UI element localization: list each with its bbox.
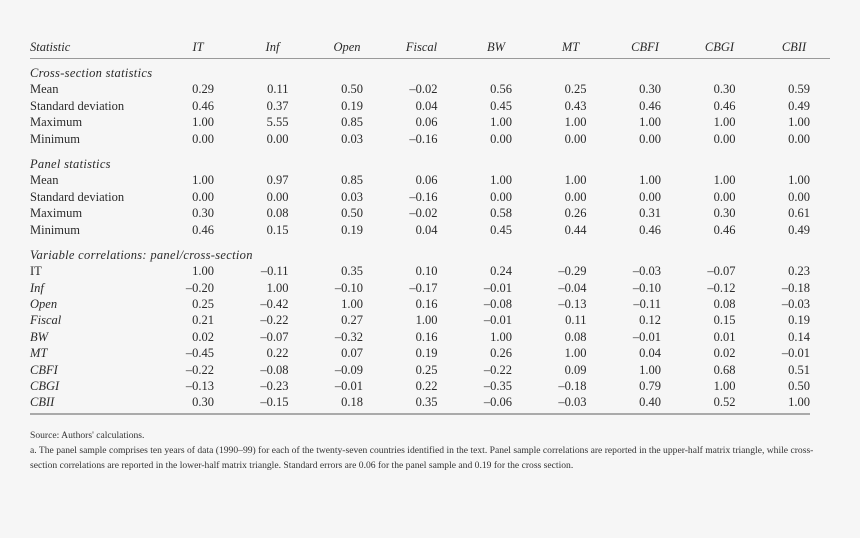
cell-value: –0.16 (409, 189, 438, 204)
header-col (587, 38, 662, 58)
cell-value: 1.00 (639, 115, 661, 130)
cell-value: 0.18 (341, 395, 363, 410)
cell-value: –0.01 (483, 280, 512, 295)
table-row (30, 312, 830, 328)
cell-value: 0.58 (490, 206, 512, 221)
cell-value: –0.18 (558, 379, 587, 394)
cell-value: –0.17 (409, 280, 438, 295)
table-row (30, 131, 830, 147)
cell-value: –0.42 (260, 297, 289, 312)
row-label: IT (30, 264, 42, 279)
row-label: Mean (30, 82, 59, 97)
cell-value: 5.55 (266, 115, 289, 130)
row-label: Mean (30, 173, 59, 188)
row-label: Inf (30, 280, 44, 295)
cell-value: 0.06 (415, 115, 438, 130)
table-row (30, 362, 830, 378)
table-row (30, 205, 830, 221)
cell-value: –0.13 (558, 297, 587, 312)
cell-value: 0.11 (565, 313, 587, 328)
cell-value: –0.20 (185, 280, 214, 295)
row-label: Minimum (30, 131, 81, 146)
table-row (30, 394, 830, 410)
cell-value: 0.46 (192, 222, 214, 237)
cell-value: 0.01 (713, 329, 736, 344)
cell-value: –0.09 (334, 362, 363, 377)
cell-value: –0.07 (260, 329, 289, 344)
table-row (30, 263, 830, 279)
header-col (363, 38, 438, 58)
table-row (30, 296, 830, 312)
cell-value: 0.25 (415, 362, 438, 377)
cell-value: 0.50 (788, 379, 810, 394)
cell-value: –0.07 (707, 264, 736, 279)
header-col-label: CBGI (704, 40, 735, 54)
cell-value: –0.10 (632, 280, 661, 295)
cell-value: 0.85 (341, 115, 363, 130)
cell-value: 0.49 (788, 222, 810, 237)
section-spacer (30, 238, 830, 247)
cell-value: 0.85 (341, 173, 363, 188)
cell-value: 0.46 (639, 98, 661, 113)
cell-value: 0.19 (415, 346, 438, 361)
row-label: MT (30, 346, 48, 361)
table-bottom-rule (30, 413, 810, 415)
cell-value: 0.03 (341, 131, 363, 146)
cell-value: 0.15 (266, 222, 289, 237)
header-col (214, 38, 289, 58)
cell-value: –0.11 (633, 297, 661, 312)
footnote-a: a. The panel sample comprises ten years of data (1990–99) for each of the twenty-seven countries identified in the text. Panel sample correlations are reported in the upper-half matrix triangle, while cross-section correlations are reported in the lower-half matrix triangle. Standard errors are 0.06 for the panel sample and 0.19 for the cross section. (30, 445, 814, 471)
cell-value: 1.00 (266, 280, 289, 295)
source-note: Source: Authors' calculations. (30, 430, 145, 441)
cell-value: 0.35 (341, 264, 363, 279)
header-col (289, 38, 364, 58)
cell-value: 0.45 (490, 98, 512, 113)
cell-value: 0.29 (192, 82, 214, 97)
cell-value: –0.01 (632, 329, 661, 344)
cell-value: 0.11 (267, 82, 289, 97)
cell-value: 0.43 (564, 98, 587, 113)
cell-value: 0.15 (713, 313, 736, 328)
row-label: BW (30, 329, 49, 344)
header-col-label: Open (333, 40, 361, 54)
cell-value: 0.26 (564, 206, 587, 221)
header-col (661, 38, 736, 58)
cell-value: –0.03 (781, 297, 810, 312)
cell-value: 1.00 (341, 297, 363, 312)
cell-value: 0.14 (788, 329, 810, 344)
header-col (736, 38, 811, 58)
cell-value: 0.30 (713, 206, 736, 221)
table-row (30, 280, 830, 296)
cell-value: 0.08 (713, 297, 736, 312)
header-col-label: BW (486, 40, 506, 54)
cell-value: 1.00 (713, 115, 736, 130)
section-title: Panel statistics (30, 156, 111, 171)
cell-value: 0.10 (415, 264, 438, 279)
statistics-table (30, 38, 830, 415)
row-label: Open (30, 297, 58, 312)
cell-value: –0.08 (260, 362, 289, 377)
cell-value: 0.00 (266, 189, 289, 204)
cell-value: 0.21 (192, 313, 214, 328)
cell-value: –0.13 (185, 379, 214, 394)
cell-value: 0.00 (713, 189, 736, 204)
cell-value: 0.56 (490, 82, 512, 97)
cell-value: –0.35 (483, 379, 512, 394)
cell-value: 0.30 (713, 82, 736, 97)
header-col (512, 38, 587, 58)
cell-value: 0.00 (639, 131, 661, 146)
cell-value: 0.30 (192, 206, 214, 221)
cell-value: –0.01 (483, 313, 512, 328)
cell-value: 1.00 (713, 379, 736, 394)
row-label: CBGI (30, 379, 60, 394)
table-row (30, 345, 830, 361)
table-row (30, 172, 830, 188)
row-label: Standard deviation (30, 189, 125, 204)
cell-value: 0.00 (266, 131, 289, 146)
header-col-label: IT (192, 40, 204, 54)
cell-value: 1.00 (564, 346, 587, 361)
cell-value: 0.23 (788, 264, 810, 279)
cell-value: 0.51 (788, 362, 810, 377)
cell-value: 0.04 (639, 346, 661, 361)
row-label: Minimum (30, 222, 81, 237)
section-title: Variable correlations: panel/cross-section (30, 247, 253, 262)
row-label: Maximum (30, 115, 83, 130)
cell-value: 0.97 (266, 173, 289, 188)
header-col (140, 38, 215, 58)
cell-value: 0.26 (490, 346, 512, 361)
row-label: CBFI (30, 362, 58, 377)
cell-value: –0.18 (781, 280, 810, 295)
cell-value: –0.02 (409, 82, 438, 97)
section-title: Cross-section statistics (30, 66, 153, 80)
cell-value: 0.07 (341, 346, 363, 361)
header-col-label: CBFI (631, 40, 659, 54)
cell-value: –0.03 (558, 395, 587, 410)
cell-value: –0.15 (260, 395, 289, 410)
cell-value: 0.50 (341, 82, 363, 97)
cell-value: 1.00 (788, 395, 810, 410)
cell-value: 0.00 (788, 189, 810, 204)
cell-value: 0.03 (341, 189, 363, 204)
cell-value: –0.03 (632, 264, 661, 279)
cell-value: –0.02 (409, 206, 438, 221)
header-col (438, 38, 513, 58)
cell-value: 0.79 (639, 379, 661, 394)
table-row (30, 81, 830, 97)
cell-value: 0.08 (564, 329, 587, 344)
header-col-label: CBII (781, 40, 807, 54)
cell-value: 0.08 (266, 206, 289, 221)
row-label: CBII (30, 395, 55, 410)
cell-value: –0.22 (260, 313, 289, 328)
cell-value: 0.24 (490, 264, 512, 279)
cell-value: 0.40 (639, 395, 661, 410)
table-row (30, 114, 830, 130)
cell-value: 0.30 (192, 395, 214, 410)
cell-value: 0.00 (192, 131, 214, 146)
cell-value: 0.37 (266, 98, 289, 113)
cell-value: 0.61 (788, 206, 810, 221)
cell-value: 1.00 (564, 173, 587, 188)
cell-value: 1.00 (490, 329, 512, 344)
cell-value: 0.19 (788, 313, 810, 328)
cell-value: 0.25 (564, 82, 587, 97)
table-row (30, 189, 830, 205)
cell-value: 0.46 (713, 222, 736, 237)
table-row (30, 378, 830, 394)
table-header-row (30, 38, 830, 59)
section-spacer (30, 147, 830, 156)
cell-value: 0.16 (415, 297, 438, 312)
cell-value: 0.59 (788, 82, 810, 97)
cell-value: 0.04 (415, 222, 438, 237)
cell-value: 1.00 (788, 115, 810, 130)
cell-value: 0.22 (415, 379, 438, 394)
cell-value: –0.10 (334, 280, 363, 295)
cell-value: –0.22 (185, 362, 214, 377)
cell-value: –0.45 (185, 346, 214, 361)
cell-value: 0.45 (490, 222, 512, 237)
cell-value: 1.00 (490, 115, 512, 130)
cell-value: –0.16 (409, 131, 438, 146)
header-statistic: Statistic (30, 40, 71, 54)
cell-value: 0.09 (564, 362, 587, 377)
cell-value: 1.00 (192, 115, 214, 130)
cell-value: 1.00 (639, 173, 661, 188)
cell-value: 0.00 (713, 131, 736, 146)
cell-value: 0.30 (639, 82, 661, 97)
cell-value: 1.00 (192, 173, 214, 188)
table-body (30, 59, 830, 411)
cell-value: 0.44 (564, 222, 587, 237)
cell-value: 0.46 (713, 98, 736, 113)
cell-value: 0.50 (341, 206, 363, 221)
cell-value: 0.00 (490, 189, 512, 204)
cell-value: 0.00 (564, 131, 587, 146)
header-col-label: Fiscal (405, 40, 438, 54)
cell-value: 1.00 (415, 313, 438, 328)
cell-value: –0.01 (781, 346, 810, 361)
cell-value: 0.46 (192, 98, 214, 113)
cell-value: 0.00 (192, 189, 214, 204)
cell-value: –0.23 (260, 379, 289, 394)
header-col-label: MT (561, 40, 580, 54)
cell-value: 1.00 (192, 264, 214, 279)
table-row (30, 329, 830, 345)
cell-value: –0.08 (483, 297, 512, 312)
cell-value: –0.29 (558, 264, 587, 279)
cell-value: 0.19 (341, 222, 363, 237)
cell-value: –0.22 (483, 362, 512, 377)
cell-value: 0.04 (415, 98, 438, 113)
cell-value: 0.02 (713, 346, 736, 361)
cell-value: 0.22 (266, 346, 289, 361)
cell-value: 1.00 (564, 115, 587, 130)
cell-value: –0.32 (334, 329, 363, 344)
table-row (30, 222, 830, 238)
cell-value: 0.00 (564, 189, 587, 204)
cell-value: 0.52 (713, 395, 736, 410)
cell-value: 0.06 (415, 173, 438, 188)
cell-value: –0.12 (707, 280, 736, 295)
row-label: Standard deviation (30, 98, 125, 113)
cell-value: –0.04 (558, 280, 587, 295)
cell-value: 0.68 (713, 362, 736, 377)
cell-value: 0.35 (415, 395, 438, 410)
cell-value: 0.16 (415, 329, 438, 344)
cell-value: –0.06 (483, 395, 512, 410)
header-col-label: Inf (265, 40, 280, 54)
cell-value: 0.27 (341, 313, 363, 328)
cell-value: –0.01 (334, 379, 363, 394)
cell-value: 0.00 (639, 189, 661, 204)
cell-value: 0.25 (192, 297, 214, 312)
cell-value: 0.00 (490, 131, 512, 146)
row-label: Maximum (30, 206, 83, 221)
cell-value: –0.11 (260, 264, 289, 279)
table-notes (30, 428, 840, 473)
cell-value: 0.31 (639, 206, 661, 221)
cell-value: 1.00 (713, 173, 736, 188)
cell-value: 0.49 (788, 98, 810, 113)
cell-value: 0.02 (192, 329, 214, 344)
cell-value: 1.00 (639, 362, 661, 377)
table-row (30, 98, 830, 114)
cell-value: 0.19 (341, 98, 363, 113)
cell-value: 1.00 (490, 173, 512, 188)
row-label: Fiscal (30, 313, 62, 328)
cell-value: 0.00 (788, 131, 810, 146)
cell-value: 1.00 (788, 173, 810, 188)
cell-value: 0.46 (639, 222, 661, 237)
cell-value: 0.12 (639, 313, 661, 328)
